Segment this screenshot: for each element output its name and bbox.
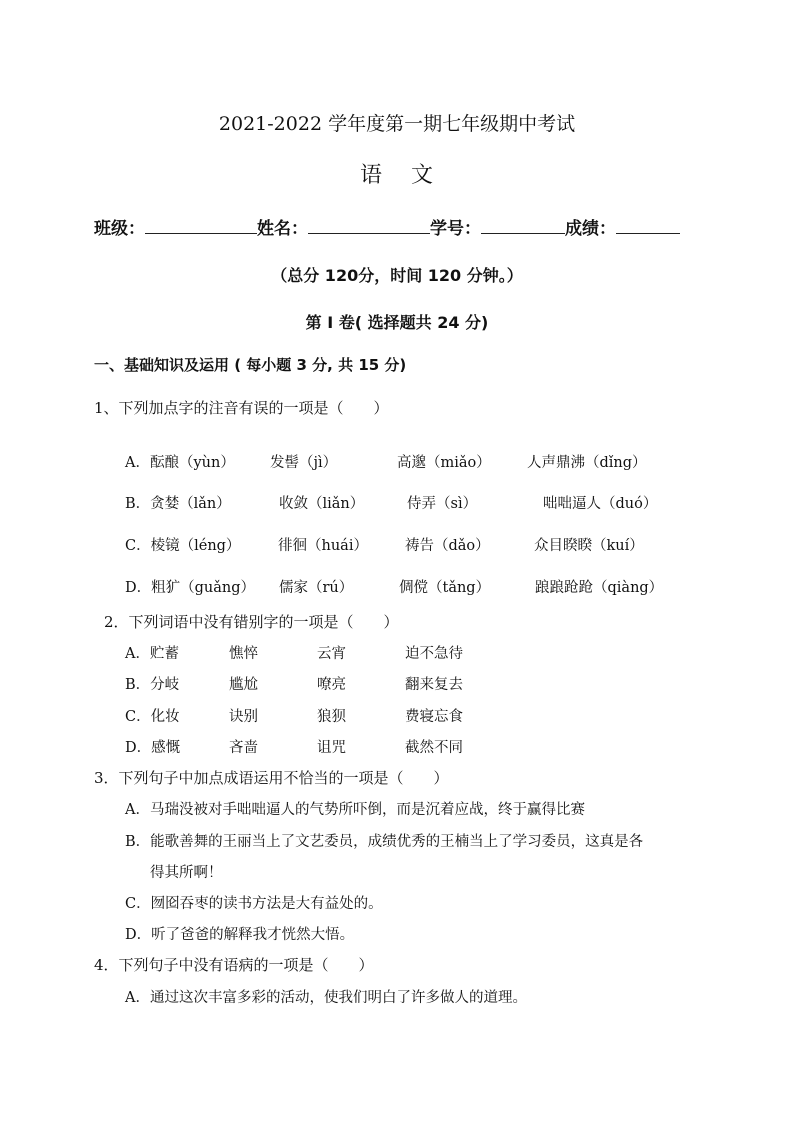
name-label: 姓名： xyxy=(257,219,308,239)
name-blank[interactable] xyxy=(308,215,430,234)
q1-option-d-2: 儒家（rú） xyxy=(279,580,354,596)
q2-option-b-1: B．分岐 xyxy=(125,677,180,693)
q2-option-d-2: 吝啬 xyxy=(229,740,258,756)
exam-title: 2021-2022 学年度第一期七年级期中考试 xyxy=(218,113,576,135)
q1-option-b-2: 收敛（liǎn） xyxy=(279,496,365,512)
q3-option-b-line1: B．能歌善舞的王丽当上了文艺委员，成绩优秀的王楠当上了学习委员，这真是各 xyxy=(125,834,644,850)
q1-option-a-1: A．酝酿（yùn） xyxy=(125,455,235,471)
q1-option-c-3: 祷告（dǎo） xyxy=(405,538,490,554)
total-score-note: （总分 120分，时间 120 分钟。） xyxy=(271,266,523,285)
section-heading: 一、基础知识及运用 ( 每小题 3 分, 共 15 分) xyxy=(94,356,407,374)
q2-option-a-2: 憔悴 xyxy=(229,646,258,662)
q1-option-a-2: 发髻（jì） xyxy=(270,455,338,471)
q2-option-a-1: A．贮蓄 xyxy=(125,646,179,662)
q2-option-c-2: 诀别 xyxy=(229,709,258,725)
q3-option-d: D．听了爸爸的解释我才恍然大悟。 xyxy=(125,927,355,943)
question-1-stem: 1、下列加点字的注音有误的一项是（ ） xyxy=(94,399,389,417)
q1-option-d-1: D．粗犷（guǎng） xyxy=(125,580,256,596)
q1-option-a-3: 高邈（miǎo） xyxy=(397,455,491,471)
question-4-stem: 4．下列句子中没有语病的一项是（ ） xyxy=(94,956,374,974)
q2-option-b-2: 尴尬 xyxy=(229,677,258,693)
q2-option-d-4: 截然不同 xyxy=(405,740,463,756)
class-label: 班级： xyxy=(94,219,145,239)
q1-option-c-1: C．棱镜（léng） xyxy=(125,538,241,554)
q2-option-b-4: 翻来复去 xyxy=(405,677,463,693)
class-blank[interactable] xyxy=(145,215,257,234)
subject-title xyxy=(0,158,794,189)
volume-heading: 第 I 卷( 选择题共 24 分) xyxy=(305,313,489,332)
q2-option-a-4: 迫不急待 xyxy=(405,646,463,662)
question-3-stem: 3．下列句子中加点成语运用不恰当的一项是（ ） xyxy=(94,769,449,787)
q1-option-a-4: 人声鼎沸（dǐng） xyxy=(527,455,647,471)
question-2-stem: 2．下列词语中没有错别字的一项是（ ） xyxy=(104,613,399,631)
q1-option-b-1: B．贪婪（lǎn） xyxy=(125,496,231,512)
q3-option-c: C．囫囵吞枣的读书方法是大有益处的。 xyxy=(125,896,383,912)
q1-option-b-3: 侍弄（sì） xyxy=(407,496,478,512)
id-label: 学号： xyxy=(430,219,481,239)
q1-option-b-4: 咄咄逼人（duó） xyxy=(543,496,658,512)
q1-option-d-3: 倜傥（tǎng） xyxy=(399,580,491,596)
score-blank[interactable] xyxy=(616,215,680,234)
subject-char-2: 文 xyxy=(411,163,435,188)
q2-option-c-4: 费寝忘食 xyxy=(405,709,463,725)
q2-option-c-1: C．化妆 xyxy=(125,709,180,725)
q2-option-a-3: 云宵 xyxy=(317,646,346,662)
q1-option-c-2: 徘徊（huái） xyxy=(278,538,368,554)
q1-option-d-4: 踉踉跄跄（qiàng） xyxy=(535,580,664,596)
score-label: 成绩： xyxy=(565,219,616,239)
q2-option-d-3: 诅咒 xyxy=(317,740,346,756)
subject-char-1: 语 xyxy=(359,163,383,188)
q4-option-a: A．通过这次丰富多彩的活动，使我们明白了许多做人的道理。 xyxy=(125,990,527,1006)
q2-option-c-3: 狼狈 xyxy=(317,709,346,725)
q2-option-d-1: D．感慨 xyxy=(125,740,181,756)
q3-option-b-line2: 得其所啊！ xyxy=(150,865,223,881)
q3-option-a: A．马瑞没被对手咄咄逼人的气势所吓倒，而是沉着应战，终于赢得比赛 xyxy=(125,802,585,818)
student-info-row xyxy=(94,214,680,239)
q1-option-c-4: 众目睽睽（kuí） xyxy=(534,538,644,554)
id-blank[interactable] xyxy=(481,215,565,234)
q2-option-b-3: 嘹亮 xyxy=(317,677,346,693)
